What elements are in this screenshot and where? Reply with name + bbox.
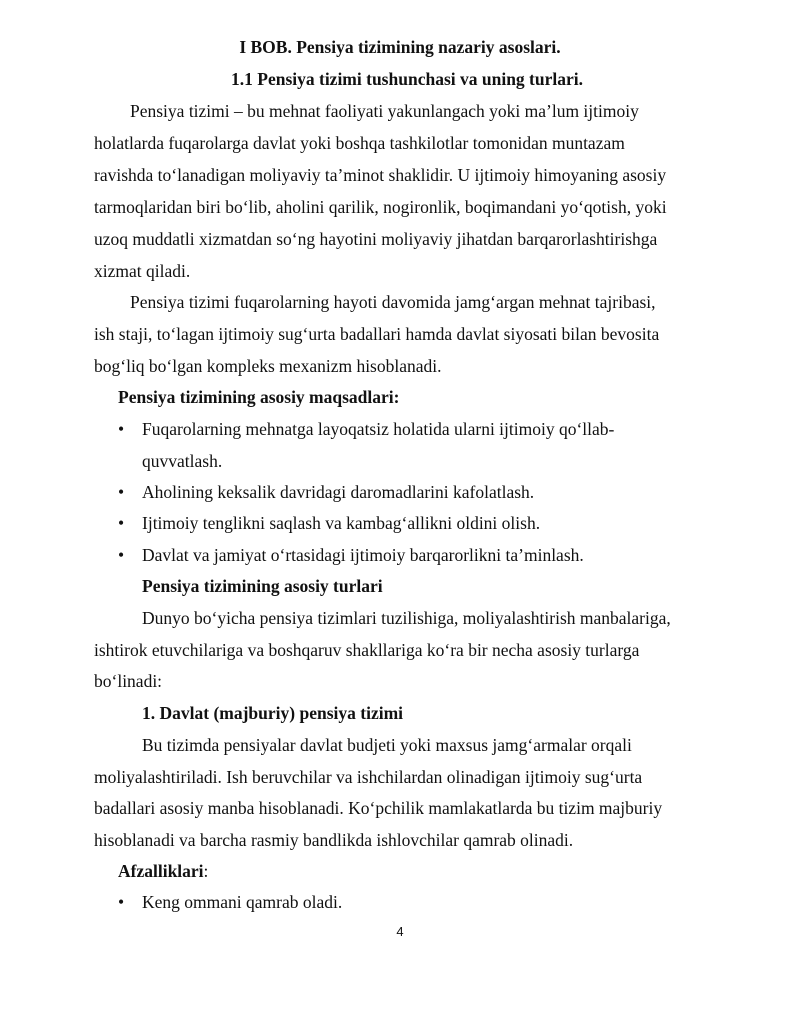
para3-line: Dunyo bo‘yicha pensiya tizimlari tuzilishiga, moliyalashtirish manbalariga, [142, 608, 671, 628]
page-number: 4 [396, 924, 404, 939]
bullet-icon: • [118, 513, 125, 533]
list-item-text: Aholining keksalik davridagi daromadlarini kafolatlash. [142, 482, 535, 502]
type1-heading: 1. Davlat (majburiy) pensiya tizimi [142, 703, 404, 723]
para2-line: bog‘liq bo‘lgan kompleks mexanizm hisoblanadi. [94, 356, 442, 376]
chapter-title: I BOB. Pensiya tizimining nazariy asoslari. [239, 37, 561, 57]
list-item-text: Davlat va jamiyat o‘rtasidagi ijtimoiy barqarorlikni ta’minlash. [142, 545, 584, 565]
list-item-text: Fuqarolarning mehnatga layoqatsiz holatida ularni ijtimoiy qo‘llab- [142, 419, 615, 439]
bullet-icon: • [118, 482, 125, 502]
para1-line: holatlarda fuqarolarga davlat yoki boshqa tashkilotlar tomonidan muntazam [94, 133, 625, 153]
bullet-icon: • [118, 892, 125, 912]
list-item-text: quvvatlash. [142, 451, 223, 471]
advantages-heading [118, 859, 788, 883]
advantages-heading-text: Afzalliklari [118, 861, 204, 881]
para4-line: moliyalashtiriladi. Ish beruvchilar va ishchilardan olinadigan ijtimoiy sug‘urta [94, 767, 643, 787]
list-item-text: Ijtimoiy tenglikni saqlash va kambag‘allikni oldini olish. [142, 513, 541, 533]
para1-line: uzoq muddatli xizmatdan so‘ng hayotini moliyaviy jihatdan barqarorlashtirishga [94, 229, 658, 249]
para3-line: bo‘linadi: [94, 671, 163, 691]
para1-line: tarmoqlaridan biri bo‘lib, aholini qarilik, nogironlik, boqimandani yo‘qotish, yoki [94, 197, 667, 217]
para1-line: ravishda to‘lanadigan moliyaviy ta’minot shaklidir. U ijtimoiy himoyaning asosiy [94, 165, 667, 185]
bullet-icon: • [118, 545, 125, 565]
advantages-colon: : [203, 861, 209, 881]
para4-line: hisoblanadi va barcha rasmiy bandlikda ishlovchilar qamrab olinadi. [94, 830, 574, 850]
bullet-icon: • [118, 419, 125, 439]
para1-line: Pensiya tizimi – bu mehnat faoliyati yakunlangach yoki ma’lum ijtimoiy [130, 101, 639, 121]
list-item-text: Keng ommani qamrab oladi. [142, 892, 343, 912]
section-title: 1.1 Pensiya tizimi tushunchasi va uning turlari. [231, 69, 583, 89]
goals-heading: Pensiya tizimining asosiy maqsadlari: [118, 387, 400, 407]
para4-line: Bu tizimda pensiyalar davlat budjeti yoki maxsus jamg‘armalar orqali [142, 735, 632, 755]
para3-line: ishtirok etuvchilariga va boshqaruv shakllariga ko‘ra bir necha asosiy turlarga [94, 640, 640, 660]
para1-line: xizmat qiladi. [94, 261, 191, 281]
para4-line: badallari asosiy manba hisoblanadi. Ko‘pchilik mamlakatlarda bu tizim majburiy [94, 798, 663, 818]
para2-line: Pensiya tizimi fuqarolarning hayoti davomida jamg‘argan mehnat tajribasi, [130, 292, 656, 312]
types-heading: Pensiya tizimining asosiy turlari [142, 576, 383, 596]
para2-line: ish staji, to‘lagan ijtimoiy sug‘urta badallari hamda davlat siyosati bilan bevosita [94, 324, 660, 344]
